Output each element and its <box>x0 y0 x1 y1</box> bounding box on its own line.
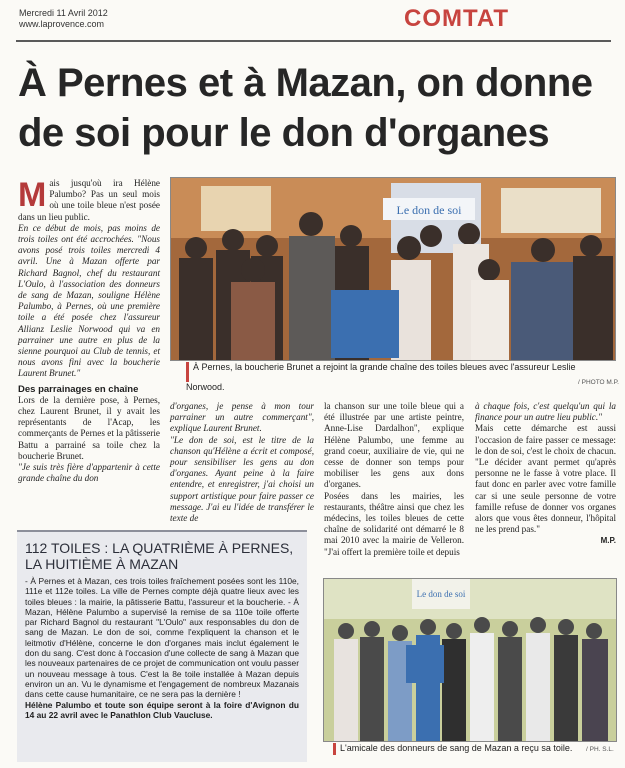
box-paragraph-bold: Hélène Palumbo et toute son équipe seront à la foire d'Avignon du 14 au 22 avril avec le Panathlon Club Vaucluse. <box>25 699 299 720</box>
photo-credit: / PHOTO M.P. <box>578 379 619 386</box>
headline: À Pernes et à Mazan, on donne de soi pour le don d'organes <box>18 61 593 155</box>
subheading: Des parrainages en chaîne <box>18 383 139 395</box>
photo-credit: / PH. S.L. <box>586 746 614 753</box>
caption-text: L'amicale des donneurs de sang de Mazan a reçu sa toile. <box>340 743 573 753</box>
paragraph: "Je suis très fière d'appartenir à cette grande chaîne du don <box>18 462 160 484</box>
banner-text: Le don de soi <box>416 589 466 599</box>
caption-marker <box>186 362 189 382</box>
paragraph: Mais cette démarche est aussi l'occasion de faire passer ce message: le don de soi, c'est le choix de chacun. "Le décider avant permet qu'après personne ne le fasse à votre place. Il faut donc en parler avec votre famille car si une seule personne de votre famille refuse de donner vos organes alors que vous êtes donneur, l'hôpital ne les prend pas." <box>475 423 616 535</box>
caption-text: À Pernes, la boucherie Brunet a rejoint la grande chaîne des toiles bleues avec l'assureur Leslie Norwood. <box>186 362 576 392</box>
header-rule <box>16 40 611 42</box>
banner-text: Le don de soi <box>396 203 462 217</box>
website: www.laprovence.com <box>19 19 105 29</box>
drop-cap: M <box>18 176 47 214</box>
box-paragraph: - À Pernes et à Mazan, ces trois toiles fraîchement posées sont les 110e, 111e et 112e toiles. La ville de Pernes compte déjà quatre lieux avec les toiles bleues : la mairie, la pâtisserie Battu, l'assureur et la boucherie. - À Mazan, Hélène Palumbo a supervisé la remise de sa 110e toile offerte par Richard Bagnol du restaurant "L'Oulo" aux responsables du don de sang de Mazan. Le don de soi, comme l'expliquent la chanson et le leitmotiv d'Hélène, concerne le don d'organes mais inclut également le don du sang. C'est donc à l'occasion d'une collecte de sang à Mazan que les nouveaux partenaires de ce projet de communication ont voulu passer un nouveau message à tous. C'est la 8e toile installée à Mazan depuis environ un an. Vu le dynamisme et l'engagement de nombreux Mazanais dans cette cause humanitaire, ce ne sera pas la dernière ! <box>25 576 299 700</box>
box-title: 112 TOILES : LA QUATRIÈME À PERNES, LA HUITIÈME À MAZAN <box>25 540 294 572</box>
photo-caption <box>186 362 606 393</box>
paragraph: à chaque fois, c'est quelqu'un qui la finance pour un autre lieu public." <box>475 401 616 423</box>
date: Mercredi 11 Avril 2012 <box>19 8 108 18</box>
section-title: COMTAT <box>404 5 510 32</box>
photo-mazan <box>323 578 617 742</box>
photo-pernes <box>170 177 616 361</box>
photo-caption <box>333 743 613 755</box>
group-photo-image <box>171 178 615 360</box>
caption-marker <box>333 743 336 755</box>
article-column-3 <box>324 401 464 558</box>
paragraph: Posées dans les mairies, les restaurants, théâtre ainsi que chez les médecins, les toiles bleues de cette chaîne de solidarité ont démarré le 8 mai 2010 avec la mairie de Velleron. "J'ai offert la première toile et depuis <box>324 490 464 557</box>
paragraph: la chanson sur une toile bleue qui a été illustrée par une artiste peintre, Anne-Lise Dardalhon", explique Hélène Palumbo, une femme au grand coeur, auxiliaire de vie, qui ne cesse de donner son temps pour mobiliser les gens aux dons d'organes. <box>324 401 464 490</box>
article-column-4 <box>475 401 616 547</box>
paragraph: Lors de la dernière pose, à Pernes, chez Laurent Brunet, il y avait les représentants de l'Acap, les commerçants de Pernes et la pâtisserie Battu a parrainé sa toile chez la boucherie Brunet. <box>18 394 160 461</box>
paragraph: En ce début de mois, pas moins de trois toiles ont été accrochées. "Nous avons posé trois toiles mercredi 4 avril. Une à Mazan offerte par Richard Bagnol, chef du restaurant L'Oulo, à l'association des donneurs de sang de Mazan, souligne Hélène Palumbo, à Pernes, où une première toile a été posée chez l'assureur Allianz Leslie Norwood qui va en parrainer une autre en plus de la sienne pourquoi au Club de tennis, et nous avons fini avec la boucherie Laurent Brunet." <box>18 222 160 379</box>
paragraph: d'organes, je pense à mon tour parrainer un autre commerçant", explique Laurent Brunet. <box>170 401 314 434</box>
header-dateline <box>19 8 108 30</box>
article-column-1 <box>18 178 160 484</box>
article-column-2 <box>170 401 314 524</box>
signature: M.P. <box>600 536 616 546</box>
paragraph: ais jusqu'où ira Hélène Palumbo? Pas un seul mois où une toile bleue n'est posée dans un lieu public. <box>18 178 160 222</box>
paragraph: "Le don de soi, est le titre de la chanson qu'Hélène a écrit et composé, pour sensibiliser les gens au don d'organes. Ayant peine à la faire entendre, et enregistrer, j'ai choisi un support artistique pour faire passer ce message. J'ai eu l'idée de transférer le texte de <box>170 434 314 524</box>
group-photo-image <box>324 579 616 741</box>
info-box <box>17 530 307 762</box>
